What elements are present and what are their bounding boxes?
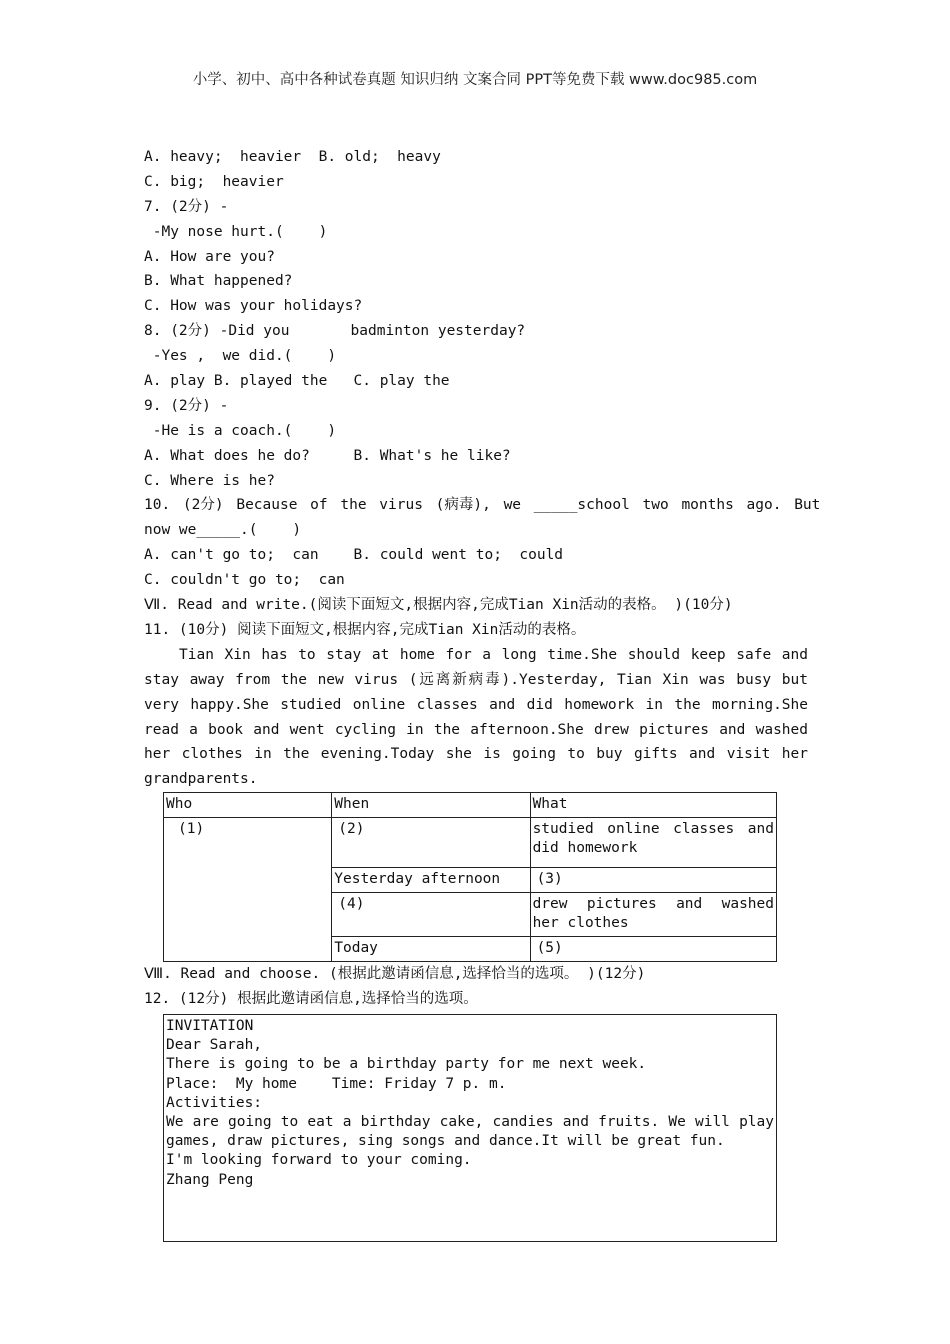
invitation-signature: Zhang Peng <box>166 1171 254 1188</box>
table-cell-when: Today <box>332 937 530 962</box>
document-body <box>144 145 821 1242</box>
activity-table <box>163 792 777 962</box>
options: A. What does he do? B. What's he like? <box>144 447 511 464</box>
option-a: A. can't go to; can B. could went to; could <box>144 547 564 564</box>
question-10-cont: now we_____.( ) <box>144 522 302 539</box>
table-cell-when: (4) <box>332 893 530 937</box>
invitation-activities-label: Activities: <box>166 1094 263 1111</box>
text-line: A. heavy; heavier B. old; heavy <box>144 149 441 165</box>
table-cell-what: drew pictures and washed her clothes <box>530 893 776 937</box>
question-8: 8. (2分) -Did you badminton yesterday? <box>144 323 526 340</box>
table-cell-what: (5) <box>530 937 776 962</box>
question-10: 10. (2分) Because of the virus (病毒), we _____school two months ago. But <box>144 497 821 514</box>
invitation-line: There is going to be a birthday party for me next week. <box>166 1056 647 1073</box>
option-c: C. couldn't go to; can <box>144 572 345 589</box>
invitation-greeting: Dear Sarah, <box>166 1037 263 1054</box>
invitation-place-time: Place: My home Time: Friday 7 p. m. <box>166 1075 507 1092</box>
table-cell-what: (3) <box>530 868 776 893</box>
option-c: C. How was your holidays? <box>144 298 363 315</box>
options: A. play B. played the C. play the <box>144 373 450 390</box>
table-header-who: Who <box>164 793 332 818</box>
text-line: -My nose hurt.( ) <box>144 223 328 240</box>
invitation-box <box>163 1014 777 1242</box>
reading-passage: Tian Xin has to stay at home for a long time.She should keep safe and stay away from the new virus (远离新病毒).Yesterday, Tian Xin was busy but very happy.She studied online classes and did homework in the morning.She read a book and went cycling in the afternoon.She drew pictures and washed her clothes in the evening.Today she is going to buy gifts and visit her grandparents. <box>144 646 808 788</box>
table-cell-when: (2) <box>332 818 530 868</box>
section-heading-8: Ⅷ. Read and choose. (根据此邀请函信息,选择恰当的选项。 )(12分) <box>144 966 646 983</box>
text-line: C. big; heavier <box>144 173 284 190</box>
option-c: C. Where is he? <box>144 472 275 489</box>
question-7: 7. (2分) - <box>144 198 229 215</box>
invitation-activities: We are going to eat a birthday cake, candies and fruits. We will play games, draw pictures, sing songs and dance.It will be great fun. <box>166 1114 774 1150</box>
table-header-when: When <box>332 793 530 818</box>
invitation-title: INVITATION <box>166 1018 254 1035</box>
table-cell-what: studied online classes and did homework <box>530 818 776 868</box>
question-11: 11. (10分) 阅读下面短文,根据内容,完成Tian Xin活动的表格。 <box>144 621 586 638</box>
table-header-what: What <box>530 793 776 818</box>
table-cell-when: Yesterday afternoon <box>332 868 530 893</box>
question-lines <box>144 145 808 493</box>
section-heading-7: Ⅶ. Read and write.(阅读下面短文,根据内容,完成Tian Xin活动的表格。 )(10分) <box>144 597 733 614</box>
question-12: 12. (12分) 根据此邀请函信息,选择恰当的选项。 <box>144 991 478 1008</box>
invitation-closing: I'm looking forward to your coming. <box>166 1152 472 1169</box>
question-9: 9. (2分) - <box>144 397 229 414</box>
option-a: A. How are you? <box>144 248 275 265</box>
table-cell-who: (1) <box>164 818 332 962</box>
text-line: -He is a coach.( ) <box>144 422 337 439</box>
option-b: B. What happened? <box>144 273 293 290</box>
text-line: -Yes , we did.( ) <box>144 348 337 365</box>
page-header: 小学、初中、高中各种试卷真题 知识归纳 文案合同 PPT等免费下载 www.doc985.com <box>192 72 758 88</box>
